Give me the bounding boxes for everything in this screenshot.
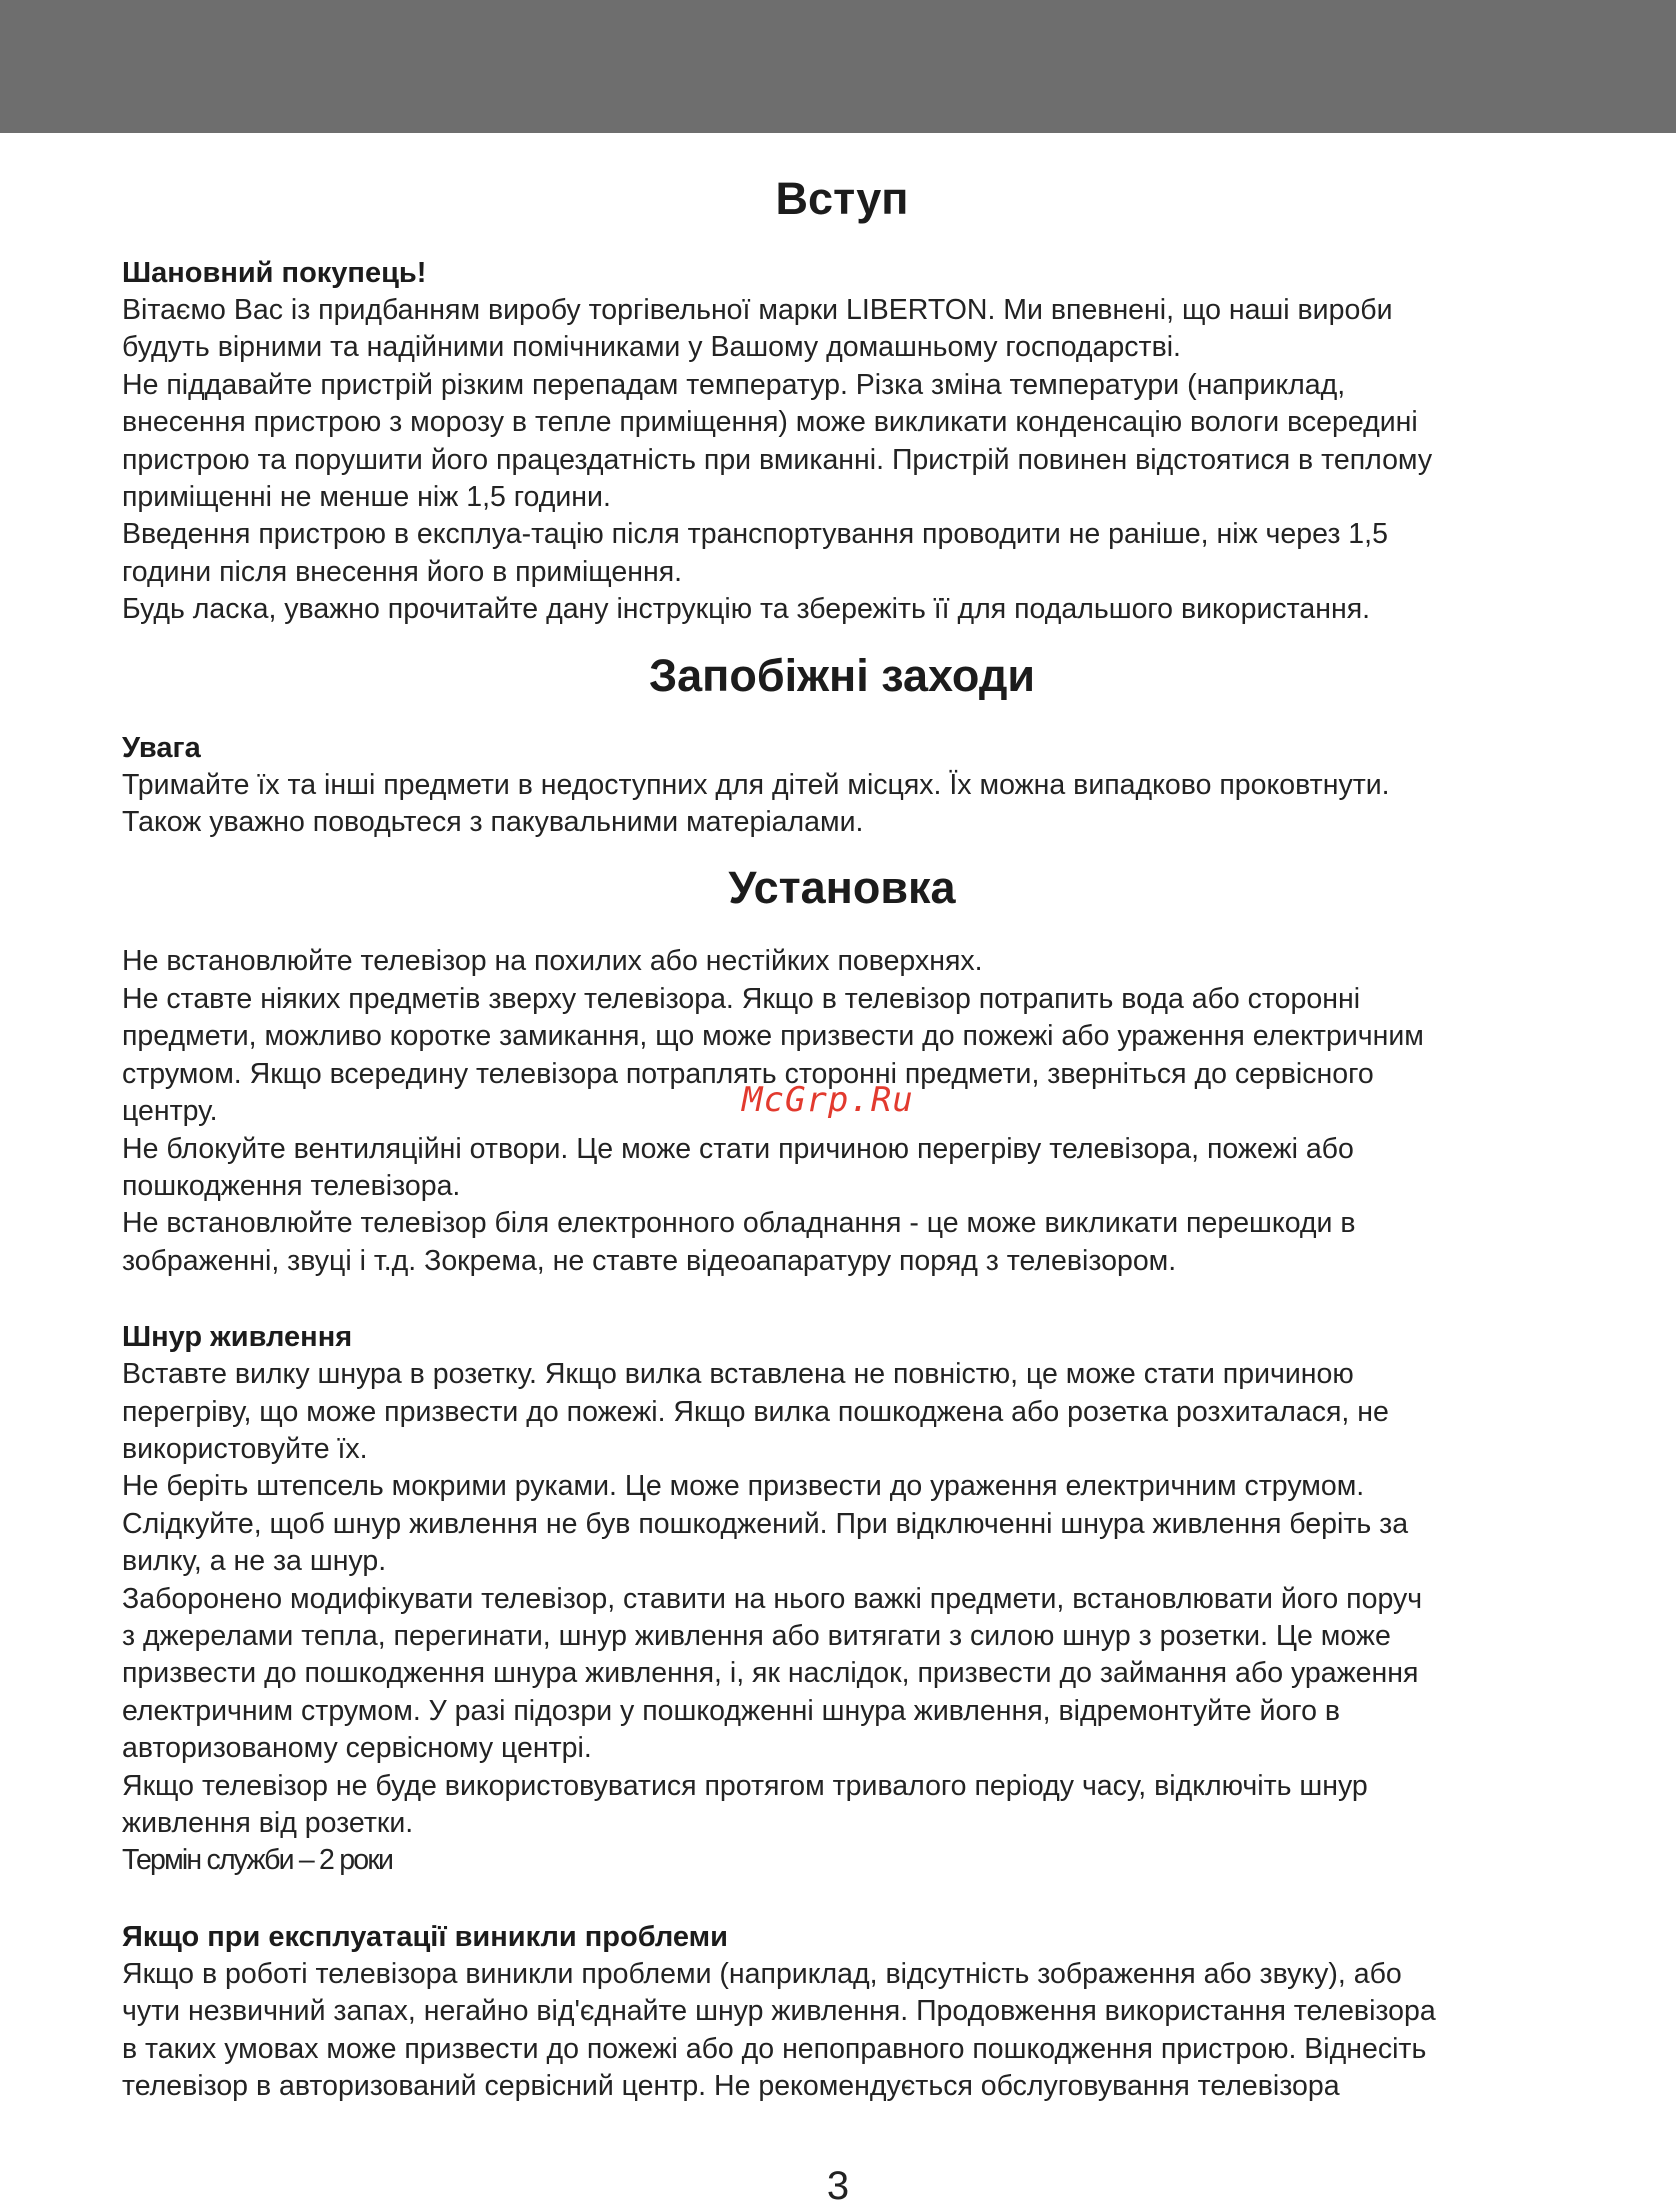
precautions-subtitle: Увага: [122, 731, 201, 764]
installation-line: Не ставте ніяких предметів зверху телевізора. Якщо в телевізор потрапить вода або сторонні: [122, 982, 1361, 1015]
power-cord-line: вилку, а не за шнур.: [122, 1545, 387, 1578]
intro-line: приміщенні не менше ніж 1,5 години.: [122, 481, 611, 514]
intro-line: Будь ласка, уважно прочитайте дану інструкцію та збережіть її для подальшого використання.: [122, 593, 1371, 626]
problems-line: чути незвичний запах, негайно від'єднайте шнур живлення. Продовження використання телевізора: [122, 1995, 1436, 2028]
intro-title: Вступ: [775, 173, 909, 224]
power-cord-subtitle: Шнур живлення: [122, 1321, 353, 1354]
power-cord-line: призвести до пошкодження шнура живлення, і, як наслідок, призвести до займання або ураження: [122, 1657, 1419, 1690]
spacer: [122, 1280, 1562, 1318]
installation-line: предмети, можливо коротке замикання, що може призвести до пожежі або ураження електричним: [122, 1020, 1424, 1053]
page-content: [122, 166, 1562, 2105]
installation-line: зображенні, звуці і т.д. Зокрема, не ставте відеоапаратуру поряд з телевізором.: [122, 1244, 1177, 1277]
installation-line: центру.: [122, 1095, 218, 1128]
power-cord-line: Вставте вилку шнура в розетку. Якщо вилка вставлена не повністю, це може стати причиною: [122, 1358, 1354, 1391]
intro-line: години після внесення його в приміщення.: [122, 555, 683, 588]
power-cord-line: електричним струмом. У разі підозри у пошкодженні шнура живлення, відремонтуйте його в: [122, 1694, 1340, 1727]
spacer: [122, 1880, 1562, 1918]
intro-line: Не піддавайте пристрій різким перепадам температур. Різка зміна температури (наприклад,: [122, 368, 1346, 401]
precautions-title: Запобіжні заходи: [648, 649, 1036, 701]
watermark: McGrp.Ru: [742, 1080, 914, 1120]
power-cord-line: живлення від розетки.: [122, 1807, 414, 1839]
power-cord-line: з джерелами тепла, перегинати, шнур живлення або витягати з силою шнур з розетки. Це може: [122, 1619, 1391, 1652]
intro-greeting: Шановний покупець!: [122, 257, 427, 289]
installation-line: Не блокуйте вентиляційні отвори. Це може стати причиною перегріву телевізора, пожежі або: [122, 1132, 1354, 1165]
header-band: [0, 0, 1676, 133]
problems-line: телевізор в авторизований сервісний центр. Не рекомендується обслуговування телевізора: [122, 2070, 1340, 2103]
intro-line: будуть вірними та надійними помічниками у Вашому домашньому господарстві.: [122, 331, 1181, 364]
power-cord-line: Слідкуйте, щоб шнур живлення не був пошкоджений. При відключенні шнура живлення беріть за: [122, 1507, 1409, 1540]
page-number: 3: [826, 2164, 850, 2208]
problems-line: в таких умовах може призвести до пожежі або до непоправного пошкодження пристрою. Віднесіть: [122, 2032, 1427, 2065]
problems-subtitle: Якщо при експлуатації виникли проблеми: [122, 1920, 728, 1953]
installation-line: пошкодження телевізора.: [122, 1169, 461, 1202]
installation-line: Не встановлюйте телевізор на похилих або нестійких поверхнях.: [122, 945, 983, 978]
intro-line: Вітаємо Вас із придбанням виробу торгівельної марки LIBERTON. Ми впевнені, що наші вироби: [122, 294, 1393, 326]
precautions-line: Тримайте їх та інші предмети в недоступних для дітей місцях. Їх можна випадково проковтнути.: [122, 768, 1390, 801]
installation-line: Не встановлюйте телевізор біля електронного обладнання - це може викликати перешкоди в: [122, 1207, 1356, 1240]
problems-section: [122, 1918, 1562, 2106]
installation-line: струмом. Якщо всередину телевізора потраплять сторонні предмети, зверніться до сервісного: [122, 1057, 1374, 1090]
precautions-section: [122, 729, 1562, 842]
problems-line: Якщо в роботі телевізора виникли проблеми (наприклад, відсутність зображення або звуку), або: [122, 1957, 1402, 1990]
power-cord-line: Не беріть штепсель мокрими руками. Це може призвести до ураження електричним струмом.: [122, 1470, 1365, 1503]
service-life: Термін служби – 2 роки: [122, 1844, 393, 1877]
intro-line: Введення пристрою в експлуа-тацію після транспортування проводити не раніше, ніж через 1,5: [122, 518, 1388, 551]
power-cord-line: Якщо телевізор не буде використовуватися протягом тривалого періоду часу, відключіть шнур: [122, 1769, 1368, 1802]
power-cord-line: Заборонено модифікувати телевізор, ставити на нього важкі предмети, встановлювати його поруч: [122, 1582, 1423, 1615]
power-cord-line: авторизованому сервісному центрі.: [122, 1732, 592, 1765]
power-cord-line: використовуйте їх.: [122, 1432, 368, 1465]
intro-section: [122, 254, 1562, 629]
intro-line: внесення пристрою з морозу в тепле приміщення) може викликати конденсацію вологи всередині: [122, 406, 1418, 439]
power-cord-line: перегріву, що може призвести до пожежі. Якщо вилка пошкоджена або розетка розхиталася, не: [122, 1395, 1389, 1428]
precautions-line: Також уважно поводьтеся з пакувальними матеріалами.: [122, 806, 864, 839]
power-cord-section: [122, 1318, 1562, 1880]
installation-title: Установка: [728, 862, 956, 914]
intro-line: пристрою та порушити його працездатність при вмиканні. Пристрій повинен відстоятися в теплому: [122, 443, 1433, 476]
